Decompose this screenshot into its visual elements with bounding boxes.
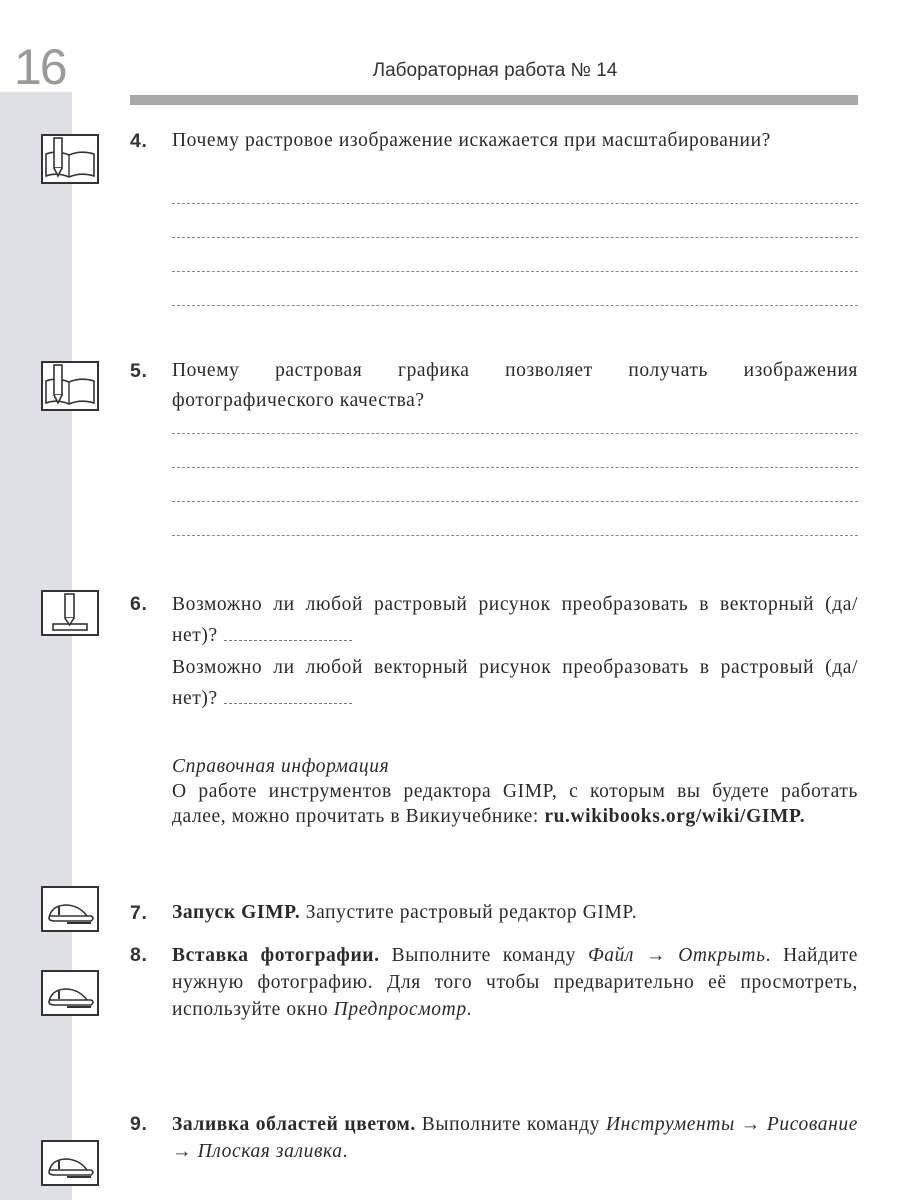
question-number: 9. bbox=[130, 1113, 148, 1135]
question-8 bbox=[130, 942, 858, 1023]
answer-line[interactable] bbox=[172, 535, 858, 536]
task-title: Запуск GIMP. bbox=[172, 902, 301, 923]
wikibooks-link[interactable]: ru.wikibooks.org/wiki/GIMP bbox=[544, 806, 800, 827]
question-text: Почему растровое изображение искажается при масштабировании? bbox=[172, 130, 771, 151]
question-7 bbox=[130, 898, 858, 928]
reference-info bbox=[130, 754, 858, 829]
answer-line[interactable] bbox=[172, 467, 858, 468]
mouse-icon bbox=[41, 1140, 99, 1186]
mouse-icon bbox=[41, 886, 99, 932]
answer-line[interactable] bbox=[172, 271, 858, 272]
pencil-book-icon bbox=[41, 361, 99, 411]
answer-blank[interactable] bbox=[224, 685, 352, 704]
answer-line[interactable] bbox=[172, 305, 858, 306]
task-title: Вставка фотографии. bbox=[172, 945, 380, 966]
reference-text: О работе инструментов редактора GIMP, с которым вы будете работать далее, можно прочитать в Викиучебнике: bbox=[172, 781, 858, 827]
reference-heading: Справочная информация bbox=[172, 756, 390, 777]
menu-command: Открыть bbox=[678, 945, 766, 966]
arrow: → bbox=[734, 1114, 767, 1135]
header-divider bbox=[130, 95, 858, 105]
question-number: 6. bbox=[130, 593, 148, 615]
window-name: Предпросмотр bbox=[333, 999, 467, 1020]
task-text: . Найдите нужную фотографию. Для того чтобы предварительно её просмотреть, используйте окно bbox=[172, 945, 858, 1020]
pencil-writing-icon bbox=[41, 590, 99, 636]
menu-command: Плоская заливка bbox=[197, 1141, 343, 1162]
question-number: 8. bbox=[130, 944, 148, 966]
question-number: 4. bbox=[130, 130, 148, 152]
menu-command: Файл bbox=[587, 945, 635, 966]
question-5 bbox=[130, 356, 858, 416]
question-text: Возможно ли любой растровый рисунок преобразовать в векторный (да/нет)? bbox=[172, 594, 858, 646]
punctuation: . bbox=[466, 999, 473, 1020]
task-text: Выполните команду bbox=[379, 945, 588, 966]
menu-command: Инструменты bbox=[605, 1114, 735, 1135]
punctuation: . bbox=[342, 1141, 349, 1162]
answer-blank[interactable] bbox=[224, 622, 352, 641]
answer-line[interactable] bbox=[172, 203, 858, 204]
answer-line[interactable] bbox=[172, 237, 858, 238]
question-4 bbox=[130, 126, 858, 156]
answer-line[interactable] bbox=[172, 433, 858, 434]
task-text: Запустите растровый редактор GIMP. bbox=[300, 902, 638, 923]
question-text: Возможно ли любой векторный рисунок преобразовать в растровый (да/нет)? bbox=[172, 657, 858, 709]
question-number: 7. bbox=[130, 902, 148, 924]
menu-command: Рисование bbox=[766, 1114, 858, 1135]
mouse-icon bbox=[41, 970, 99, 1016]
page-title: Лабораторная работа № 14 bbox=[372, 60, 618, 81]
pencil-book-icon bbox=[41, 134, 99, 184]
arrow: → bbox=[172, 1141, 198, 1162]
punctuation: . bbox=[799, 806, 806, 827]
question-text: Почему растровая графика позволяет получать изображения фотографического качества? bbox=[172, 360, 858, 411]
question-9 bbox=[130, 1111, 858, 1165]
question-6 bbox=[130, 589, 858, 714]
answer-line[interactable] bbox=[172, 501, 858, 502]
question-number: 5. bbox=[130, 360, 148, 382]
task-text: Выполните команду bbox=[415, 1114, 606, 1135]
page-number: 16 bbox=[14, 39, 66, 95]
task-title: Заливка областей цветом. bbox=[172, 1114, 416, 1135]
arrow: → bbox=[634, 945, 679, 966]
page-margin-strip bbox=[0, 92, 72, 1200]
